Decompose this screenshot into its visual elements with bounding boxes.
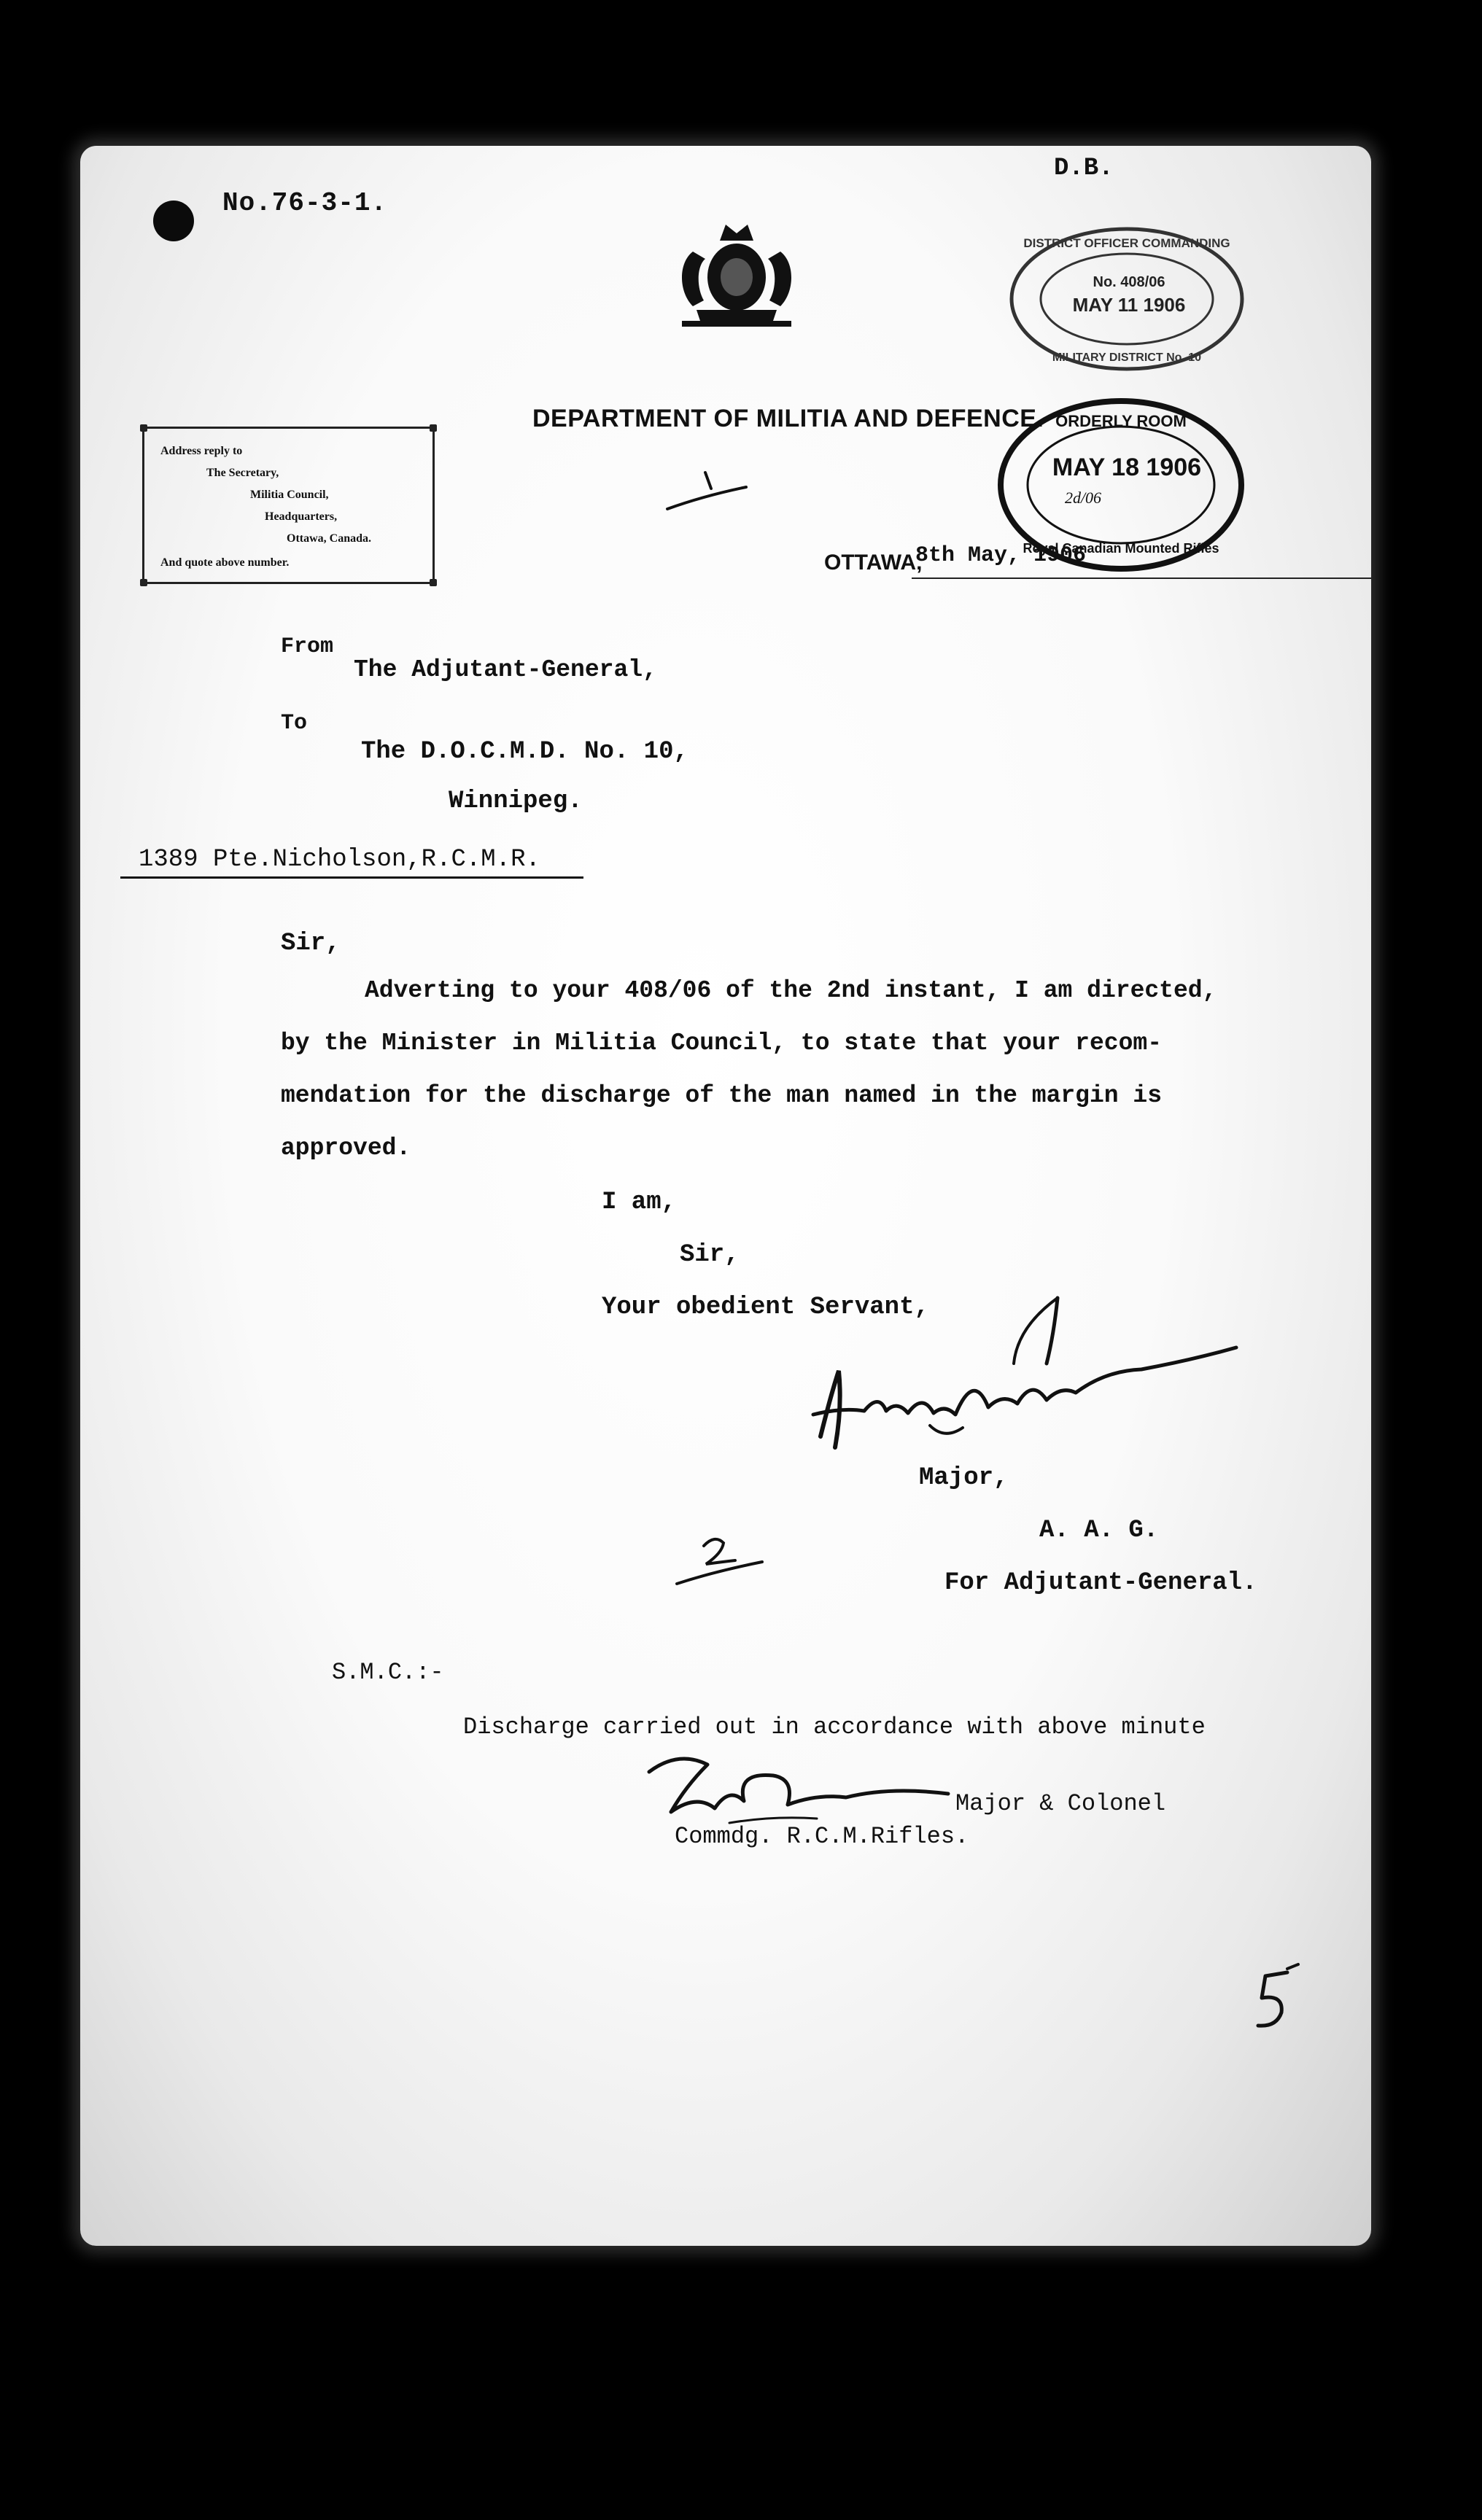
corner-code: D.B. — [1054, 155, 1114, 182]
stamp-number: No. 408/06 — [1093, 274, 1165, 290]
closing-line: Sir, — [680, 1241, 740, 1269]
address-line: And quote above number. — [160, 556, 290, 569]
salutation: Sir, — [281, 930, 341, 957]
stamp-date: MAY 11 1906 — [1072, 294, 1186, 316]
signatory-capacity: For Adjutant-General. — [944, 1569, 1257, 1597]
stamp-title: ORDERLY ROOM — [1055, 412, 1187, 430]
margin-subject: 1389 Pte.Nicholson,R.C.M.R. — [139, 846, 540, 874]
closing-line: Your obedient Servant, — [602, 1294, 929, 1321]
closing-line: I am, — [602, 1189, 677, 1216]
pencil-mark-5 — [1236, 1954, 1306, 2034]
body-line: approved. — [281, 1135, 411, 1162]
margin-underline — [120, 876, 583, 879]
place-label: OTTAWA, — [824, 551, 923, 575]
pencil-mark-1 — [660, 467, 755, 518]
pencil-mark-2 — [671, 1524, 773, 1590]
stamp-outer-bottom: MILITARY DISTRICT No. 10 — [1052, 351, 1202, 364]
minute-text: Discharge carried out in accordance with above minute — [463, 1714, 1206, 1741]
handwritten-signature — [799, 1283, 1251, 1502]
to-label: To — [281, 711, 308, 736]
minute-rank: Major & Colonel — [955, 1790, 1166, 1817]
address-line: Militia Council, — [250, 489, 329, 501]
document-page — [80, 146, 1371, 2246]
punch-hole — [153, 201, 194, 241]
body-line: by the Minister in Militia Council, to state that your recom- — [281, 1030, 1162, 1057]
address-line: Address reply to — [160, 445, 243, 457]
recipient-city: Winnipeg. — [449, 788, 583, 815]
signatory-rank: Major, — [919, 1464, 1009, 1492]
royal-crest-icon — [667, 219, 806, 335]
address-box — [142, 427, 435, 584]
from-label: From — [281, 634, 334, 659]
stamp-date: MAY 18 1906 — [1052, 454, 1202, 481]
stamp-ref: 2d/06 — [1064, 489, 1102, 507]
department-heading: DEPARTMENT OF MILITIA AND DEFENCE. — [532, 405, 1044, 432]
sender: The Adjutant-General, — [354, 656, 657, 683]
recipient: The D.O.C.M.D. No. 10, — [361, 738, 688, 766]
stamp-unit: Royal Canadian Mounted Rifles — [1023, 541, 1219, 556]
address-line: The Secretary, — [206, 467, 279, 479]
minute-addressee: S.M.C.:- — [332, 1659, 444, 1686]
district-office-stamp — [1006, 222, 1247, 376]
letter-date: 8th May, 1906 — [915, 543, 1087, 568]
minute-command: Commdg. R.C.M.Rifles. — [675, 1823, 969, 1850]
body-line: Adverting to your 408/06 of the 2nd instant, I am directed, — [365, 977, 1217, 1004]
body-line: mendation for the discharge of the man named in the margin is — [281, 1082, 1162, 1109]
date-underline — [912, 578, 1371, 579]
address-line: Ottawa, Canada. — [287, 532, 372, 545]
address-line: Headquarters, — [265, 510, 338, 523]
signatory-title: A. A. G. — [1039, 1517, 1159, 1544]
file-number: No.76-3-1. — [222, 188, 388, 218]
stamp-outer-top: DISTRICT OFFICER COMMANDING — [1023, 236, 1230, 250]
